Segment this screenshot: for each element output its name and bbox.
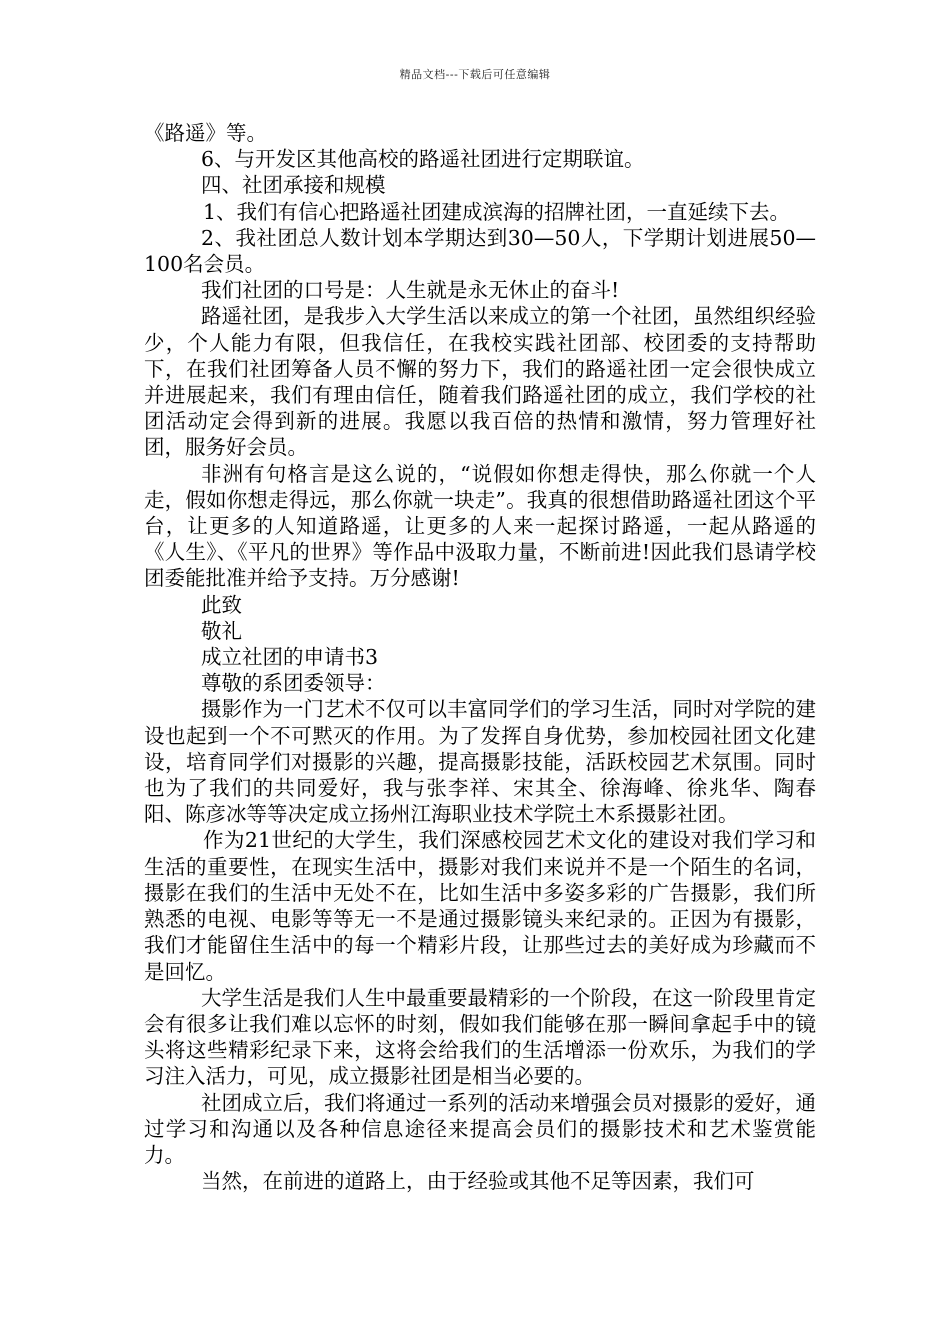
document-body [144, 120, 816, 1194]
paragraph-club-intro: 路遥社团，是我步入大学生活以来成立的第一个社团，虽然组织经验少，个人能力有限，但我信任，在我校实践社团部、校团委的支持帮助下，在我们社团筹备人员不懈的努力下，我们的路遥社团一定会很快成立并进展起来，我们有理由信任，随着我们路遥社团的成立，我们学校的社团活动定会得到新的进展。我愿以我百倍的热情和激情，努力管理好社团，服务好会员。 [144, 304, 816, 460]
page-header: 精品文档---下载后可任意编辑 [399, 68, 551, 81]
paragraph-of-course: 当然，在前进的道路上，由于经验或其他不足等因素，我们可 [201, 1169, 755, 1194]
paragraph-item-2: 2、我社团总人数计划本学期达到30—50人，下学期计划进展50—100名会员。 [144, 225, 816, 277]
addressee: 尊敬的系团委领导： [201, 671, 386, 696]
paragraph-book-title: 《路遥》等。 [144, 121, 267, 145]
closing-regards: 敬礼 [201, 618, 242, 643]
paragraph-college-life: 大学生活是我们人生中最重要最精彩的一个阶段，在这一阶段里肯定会有很多让我们难以忘怀的时刻，假如我们能够在那一瞬间拿起手中的镜头将这些精彩纪录下来，这将会给我们的生活增添一份欢乐，为我们的学习注入活力，可见，成立摄影社团是相当必要的。 [144, 985, 816, 1089]
document-subtitle: 成立社团的申请书3 [201, 645, 379, 670]
paragraph-college-students: 作为21世纪的大学生，我们深感校园艺术文化的建设对我们学习和生活的重要性，在现实生活中，摄影对我们来说并不是一个陌生的名词，摄影在我们的生活中无处不在，比如生活中多姿多彩的广告摄影，我们所熟悉的电视、电影等等无一不是通过摄影镜头来纪录的。正因为有摄影，我们才能留住生活中的每一个精彩片段，让那些过去的美好成为珍藏而不是回忆。 [144, 828, 816, 984]
paragraph-photography-art: 摄影作为一门艺术不仅可以丰富同学们的学习生活，同时对学院的建设也起到一个不可黙灭的作用。为了发挥自身优势，参加校园社团文化建设，培育同学们对摄影的兴趣，提高摄影技能，活跃校园艺术氛围。同时也为了我们的共同爱好，我与张李祥、宋其全、徐海峰、徐兆华、陶春阳、陈彦冰等等决定成立扬州江海职业技术学院土木系摄影社团。 [144, 697, 816, 827]
paragraph-slogan: 我们社团的口号是：人生就是永无休止的奋斗! [201, 278, 620, 303]
section-heading-4: 四、社团承接和规模 [201, 173, 386, 198]
paragraph-proverb: 非洲有句格言是这么说的，“说假如你想走得快，那么你就一个人走，假如你想走得远，那么你就一块走”。我真的很想借助路遥社团这个平台，让更多的人知道路遥，让更多的人来一起探讨路遥，一起从路遥的《人生》、《平凡的世界》等作品中汲取力量，不断前进!因此我们恳请学校团委能批准并给予支持。万分感谢! [144, 461, 816, 591]
paragraph-item-6: 6、与开发区其他高校的路遥社团进行定期联谊。 [201, 147, 645, 172]
closing-salutation: 此致 [201, 592, 242, 617]
paragraph-item-1: 1、我们有信心把路遥社团建成滨海的招牌社团，一直延续下去。 [203, 199, 791, 224]
paragraph-after-founding: 社团成立后，我们将通过一系列的活动来增强会员对摄影的爱好，通过学习和沟通以及各种信息途径来提高会员们的摄影技术和艺术鉴赏能力。 [144, 1090, 816, 1167]
